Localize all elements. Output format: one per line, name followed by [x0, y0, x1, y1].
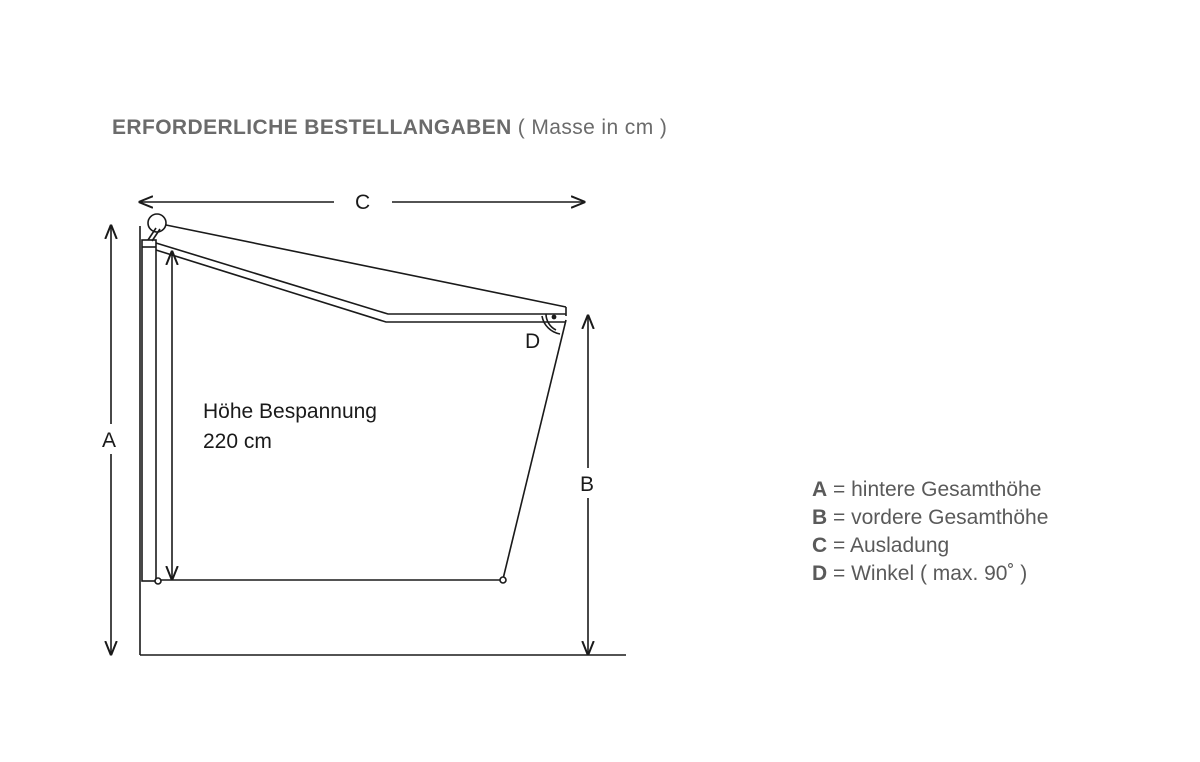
support-leg — [503, 320, 566, 579]
legend-text: = vordere Gesamthöhe — [827, 506, 1049, 529]
legend-text: = hintere Gesamthöhe — [827, 478, 1042, 501]
folding-arm-bottom — [156, 250, 566, 322]
bottom-pivot-right — [500, 577, 506, 583]
legend-text: = Winkel ( max. 90˚ ) — [827, 562, 1028, 585]
legend — [812, 476, 1048, 588]
legend-key: B — [812, 506, 828, 529]
title-bold: ERFORDERLICHE BESTELLANGABEN — [112, 116, 512, 139]
bottom-pivot-left — [155, 578, 161, 584]
legend-text: = Ausladung — [827, 534, 950, 557]
label-b: B — [580, 473, 595, 496]
legend-item-b — [812, 504, 1048, 532]
legend-item-c — [812, 532, 1048, 560]
angle-arc-d — [542, 316, 560, 334]
legend-item-a — [812, 476, 1048, 504]
title-units: ( Masse in cm ) — [517, 116, 668, 139]
label-c: C — [355, 191, 371, 214]
legend-key: D — [812, 562, 828, 585]
awning-fabric — [166, 225, 566, 307]
legend-item-d — [812, 560, 1048, 588]
legend-key: A — [812, 478, 828, 501]
angle-dot — [552, 315, 557, 320]
frame-post — [142, 240, 156, 581]
label-a: A — [102, 429, 117, 452]
folding-arm-top — [156, 243, 566, 314]
height-note-line2: 220 cm — [203, 430, 272, 453]
roller-circle — [148, 214, 166, 232]
height-note-line1: Höhe Bespannung — [203, 400, 377, 423]
label-d: D — [525, 330, 541, 353]
legend-key: C — [812, 534, 828, 557]
